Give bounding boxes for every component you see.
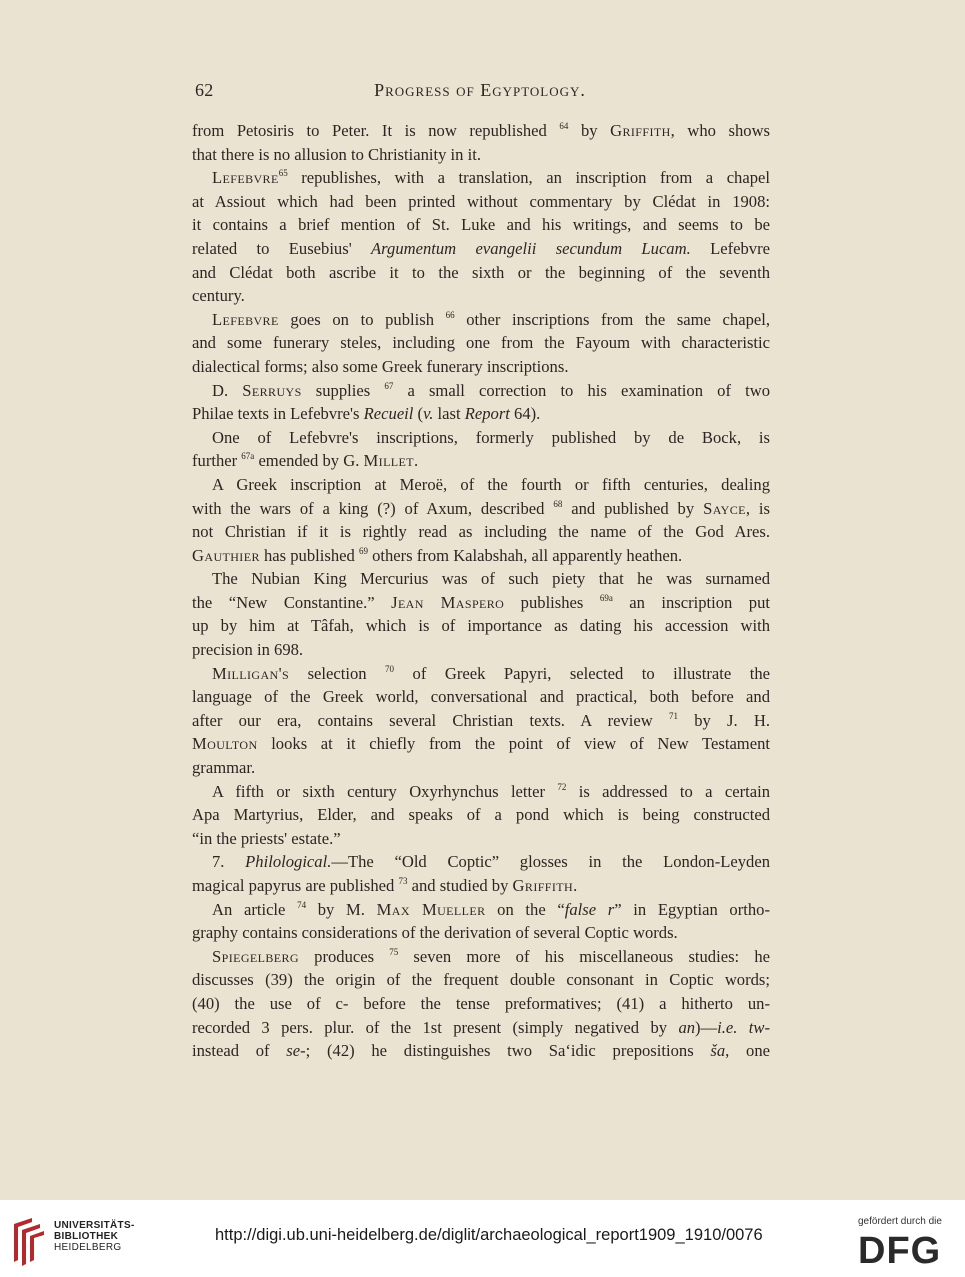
running-title: Progress of Egyptology. [374, 80, 586, 100]
text-line: related to Eusebius' Argumentum evangelii secundum Lucam. Lefebvre [192, 238, 770, 258]
text-line: Moulton looks at it chiefly from the point of view of New Testament [192, 734, 770, 754]
text-line: The Nubian King Mercurius was of such piety that he was surnamed [212, 569, 770, 589]
text-line: Lefebvre goes on to publish $^{66}$ other inscriptions from the same chapel, [212, 309, 770, 329]
viewer-footer [0, 1200, 965, 1277]
text-line: up by him at Tâfah, which is of importance as dating his accession with [192, 616, 770, 636]
text-line: discusses (39) the origin of the frequent double consonant in Coptic words; [192, 970, 770, 990]
text-line: instead of se-; (42) he distinguishes two Sa‘idic prepositions ša, one [192, 1041, 770, 1061]
text-line: D. Serruys supplies $^{67}$ a small correction to his examination of two [212, 380, 770, 400]
text-line: magical papyrus are published $^{73}$ and studied by Griffith. [192, 876, 578, 895]
text-line: Lefebvre$^{65}$ republishes, with a translation, an inscription from a chapel [212, 168, 770, 188]
text-line: Apa Martyrius, Elder, and speaks of a pond which is being constructed [192, 805, 770, 825]
library-name-line: BIBLIOTHEK [54, 1231, 119, 1242]
text-line: and Clédat both ascribe it to the sixth or the beginning of the seventh [192, 262, 770, 282]
text-line: after our era, contains several Christian texts. A review $^{71}$ by J. H. [192, 710, 770, 730]
dfg-logo: DFG [858, 1230, 942, 1272]
text-line: Milligan's selection $^{70}$ of Greek Papyri, selected to illustrate the [212, 663, 770, 683]
text-line: A Greek inscription at Meroë, of the fourth or fifth centuries, dealing [212, 474, 770, 494]
text-line: century. [192, 286, 245, 306]
text-line: graphy contains considerations of the derivation of several Coptic words. [192, 923, 678, 943]
text-line: not Christian if it is rightly read as including the name of the God Ares. [192, 522, 770, 542]
text-line: language of the Greek world, conversational and practical, both before and [192, 687, 770, 707]
text-line: recorded 3 pers. plur. of the 1st present (simply negatived by an)—i.e. tw- [192, 1017, 771, 1037]
text-line: grammar. [192, 758, 256, 778]
text-line: from Petosiris to Peter. It is now republished $^{64}$ by Griffith, who shows [192, 121, 771, 140]
text-line: and some funerary steles, including one from the Fayoum with characteristic [192, 333, 770, 353]
text-line: Spiegelberg produces $^{75}$ seven more of his miscellaneous studies: he [212, 946, 770, 966]
text-line: precision in 698. [192, 640, 304, 660]
page-number: 62 [195, 80, 214, 100]
page-header [190, 80, 770, 106]
text-line: that there is no allusion to Christianity in it. [192, 144, 481, 164]
text-line: the “New Constantine.” Jean Maspero publishes $^{69a}$ an inscription put [192, 592, 770, 612]
text-line: 7. Philological.—The “Old Coptic” glosses in the London-Leyden [212, 852, 770, 872]
text-line: One of Lefebvre's inscriptions, formerly published by de Bock, is [212, 427, 770, 447]
funding-caption: gefördert durch die [858, 1216, 942, 1227]
text-line: with the wars of a king (?) of Axum, described $^{68}$ and published by Sayce, is [192, 498, 770, 518]
library-name-line: HEIDELBERG [54, 1242, 122, 1253]
text-line: “in the priests' estate.” [192, 828, 341, 848]
text-line: it contains a brief mention of St. Luke and his writings, and seems to be [192, 215, 770, 235]
text-line: at Assiout which had been printed without commentary by Clédat in 1908: [192, 191, 770, 211]
text-line: (40) the use of c- before the tense preformatives; (41) a hitherto un- [192, 993, 770, 1013]
text-line: Gauthier has published $^{69}$ others from Kalabshah, all apparently heathen. [192, 545, 683, 565]
text-line: further $^{67a}$ emended by G. Millet. [192, 451, 419, 471]
permalink-url[interactable]: http://digi.ub.uni-heidelberg.de/diglit/archaeological_report1909_1910/0076 [215, 1226, 763, 1244]
university-library-name [54, 1220, 135, 1253]
text-line: A fifth or sixth century Oxyrhynchus letter $^{72}$ is addressed to a certain [212, 781, 770, 801]
university-library-logo-icon [10, 1216, 46, 1266]
library-name-line: UNIVERSITÄTS- [54, 1220, 135, 1231]
text-line: dialectical forms; also some Greek funerary inscriptions. [192, 356, 569, 376]
text-line: An article $^{74}$ by M. Max Mueller on the “false r” in Egyptian ortho- [212, 899, 770, 919]
body-text [192, 119, 770, 1063]
text-line: Philae texts in Lefebvre's Recueil (v. last Report 64). [192, 404, 541, 424]
